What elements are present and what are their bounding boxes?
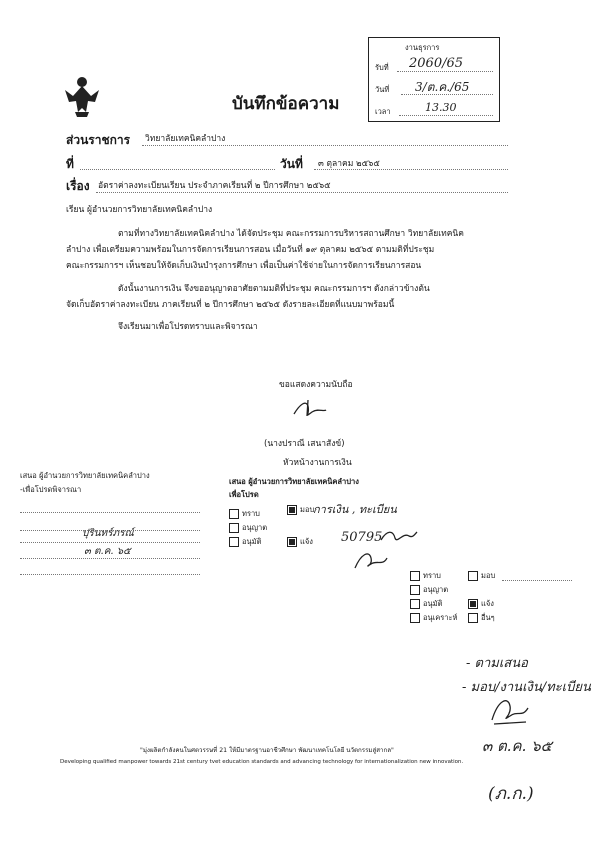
checkbox[interactable] — [468, 599, 478, 609]
mid-opt-sanction[interactable]: อนุมัติ — [229, 536, 261, 547]
body-p1-line1: ตามที่ทางวิทยาลัยเทคนิคลำปาง ได้จัดประชุม คณะกรรมการบริหารสถานศึกษา วิทยาลัยเทคนิค — [118, 229, 464, 239]
mid-note-line1: เสนอ ผู้อำนวยการวิทยาลัยเทคนิคลำปาง — [229, 477, 359, 486]
right-opt-ack[interactable]: ทราบ — [410, 570, 441, 581]
closing: ขอแสดงความนับถือ — [279, 380, 353, 390]
agency-value: วิทยาลัยเทคนิคลำปาง — [145, 134, 226, 144]
mid-opt-ack[interactable]: ทราบ — [229, 508, 260, 519]
left-note-line1: เสนอ ผู้อำนวยการวิทยาลัยเทคนิคลำปาง — [20, 471, 150, 480]
mid-signature-2 — [351, 548, 391, 574]
footer-thai-motto: "มุ่งผลิตกำลังคนในศตวรรษที่ 21 ให้มีมาตรฐานอาชีวศึกษา พัฒนาเทคโนโลยี นวัตกรรมสู่สากล" — [140, 747, 394, 754]
subject-label: เรื่อง — [66, 179, 90, 193]
body-p1-line3: คณะกรรมการฯ เห็นชอบให้จัดเก็บเงินบำรุงการศึกษา เพื่อเป็นค่าใช้จ่ายในการจัดการเรียนการสอน — [66, 261, 422, 271]
right-handwritten-code: (ภ.ก.) — [488, 784, 534, 804]
mid-signature — [379, 526, 419, 548]
mid-opt-approve[interactable]: อนุญาต — [229, 522, 267, 533]
mid-handwritten-number: 50795 — [341, 530, 383, 545]
body-p1-line2: ลำปาง เพื่อเตรียมความพร้อมในการจัดการเรียนการสอน เมื่อวันที่ ๑๙ ตุลาคม ๒๕๖๕ ตามมติที่ประชุม — [66, 245, 435, 255]
checkbox[interactable] — [287, 537, 297, 547]
stamp-time: 13.30 — [425, 101, 457, 114]
signer-name: (นางปราณี เสนาสังข์) — [264, 439, 345, 449]
stamp-date: 3/ต.ค./65 — [415, 80, 470, 94]
right-endorsement — [410, 570, 580, 650]
left-endorsement — [20, 470, 205, 590]
signer-title: หัวหน้างานการเงิน — [283, 458, 352, 468]
left-note-line2: -เพื่อโปรดพิจารณา — [20, 485, 82, 494]
stamp-office: งานธุรการ — [405, 43, 440, 52]
checkbox[interactable] — [410, 599, 420, 609]
body-p3: จึงเรียนมาเพื่อโปรดทราบและพิจารณา — [118, 322, 258, 332]
checkbox[interactable] — [410, 613, 420, 623]
stamp-received-no: 2060/65 — [409, 56, 464, 71]
right-opt-help[interactable]: อนุเคราะห์ — [410, 612, 457, 623]
footer-english-motto: Developing qualified manpower towards 21st century tvet education standards and advancing technology for internationalization new innovation. — [60, 759, 464, 765]
checkbox[interactable] — [410, 571, 420, 581]
checkbox[interactable] — [468, 571, 478, 581]
signature-signer — [290, 396, 330, 422]
stamp-time-label: เวลา — [375, 107, 391, 116]
body-p2-line2: จัดเก็บอัตราค่าลงทะเบียน ภาคเรียนที่ ๒ ปีการศึกษา ๒๕๖๕ ดังรายละเอียดที่แนบมาพร้อมนี้ — [66, 300, 395, 310]
right-opt-assign[interactable]: มอบ — [468, 570, 495, 581]
ref-label: ที่ — [66, 157, 74, 171]
right-handwritten-line1: - ตามเสนอ — [466, 656, 528, 671]
right-signature — [488, 694, 532, 728]
right-handwritten-line2: - มอบ/งานเงิน/ทะเบียน — [462, 680, 591, 695]
date-label: วันที่ — [280, 157, 303, 171]
left-note-handwritten-date: ๓ ต.ค. ๖๕ — [84, 546, 131, 557]
mid-note-line2: เพื่อโปรด — [229, 490, 259, 499]
stamp-date-label: วันที่ — [375, 85, 390, 94]
checkbox[interactable] — [468, 613, 478, 623]
right-opt-approve[interactable]: อนุญาต — [410, 584, 448, 595]
checkbox[interactable] — [410, 585, 420, 595]
right-opt-done[interactable]: แจ้ง — [468, 598, 494, 609]
left-note-handwritten-name: ปุรินทร์ภรณ์ — [82, 528, 134, 539]
right-opt-sanction[interactable]: อนุมัติ — [410, 598, 442, 609]
checkbox[interactable] — [229, 509, 239, 519]
checkbox[interactable] — [229, 537, 239, 547]
garuda-emblem-icon — [63, 74, 101, 118]
checkbox[interactable] — [229, 523, 239, 533]
subject-value: อัตราค่าลงทะเบียนเรียน ประจำภาคเรียนที่ ๒ ปีการศึกษา ๒๕๖๕ — [98, 181, 331, 191]
agency-label: ส่วนราชการ — [66, 133, 131, 147]
receipt-stamp — [368, 37, 500, 122]
stamp-received-label: รับที่ — [375, 63, 389, 72]
body-p2-line1: ดังนั้นงานการเงิน จึงขออนุญาตอาศัยตามมติที่ประชุม คณะกรรมการฯ ดังกล่าวข้างต้น — [118, 284, 430, 294]
mid-opt-done[interactable]: แจ้ง — [287, 536, 313, 547]
right-opt-other[interactable]: อื่นๆ — [468, 612, 495, 623]
checkbox[interactable] — [287, 505, 297, 515]
memo-title: บันทึกข้อความ — [232, 94, 340, 114]
date-value: ๓ ตุลาคม ๒๕๖๕ — [318, 159, 380, 169]
mid-opt-assign[interactable]: มอบ — [287, 504, 314, 515]
right-handwritten-date: ๓ ต.ค. ๖๕ — [482, 737, 552, 755]
salutation: เรียน ผู้อำนวยการวิทยาลัยเทคนิคลำปาง — [66, 205, 213, 215]
mid-handwritten-assign: การเงิน , ทะเบียน — [313, 503, 397, 516]
mid-endorsement — [229, 476, 429, 576]
